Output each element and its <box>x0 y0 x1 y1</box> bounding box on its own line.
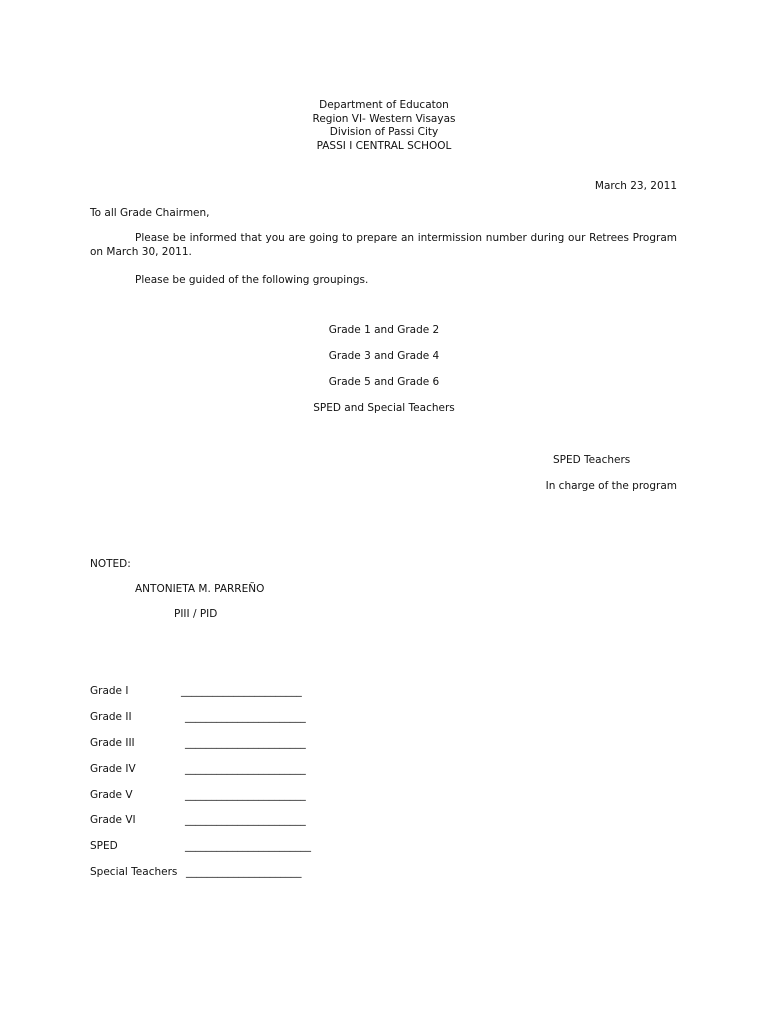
signature-name: SPED Teachers <box>553 454 631 466</box>
noted-name: ANTONIETA M. PARREÑO <box>135 583 265 595</box>
signature-line: ________________________ <box>185 840 311 853</box>
memo-date: March 23, 2011 <box>594 180 677 192</box>
roster-label: SPED <box>90 840 118 853</box>
grouping-item: SPED and Special Teachers <box>313 402 455 414</box>
groupings-list <box>234 323 534 427</box>
grouping-item: Grade 5 and Grade 6 <box>328 376 440 388</box>
roster-label: Grade V <box>90 788 133 801</box>
signature-line: _______________________ <box>181 685 302 697</box>
roster-label: Grade IV <box>90 762 136 775</box>
noted-label: NOTED: <box>90 558 131 570</box>
roster-label: Grade VI <box>90 814 136 827</box>
noted-title: PIII / PID <box>174 608 218 620</box>
letterhead-division: Division of Passi City <box>329 126 439 138</box>
roster-label: Grade III <box>90 736 135 749</box>
letterhead-school: PASSI I CENTRAL SCHOOL <box>316 139 452 152</box>
roster-label: Grade II <box>90 710 132 723</box>
body-paragraph-1: Please be informed that you are going to prepare an intermission number during our Retrees Program on March 30, 2011. <box>90 232 677 258</box>
signature-line: _______________________ <box>185 814 306 827</box>
roster-label: Grade I <box>90 685 129 697</box>
grouping-item: Grade 1 and Grade 2 <box>328 324 440 336</box>
letterhead <box>234 99 534 153</box>
salutation: To all Grade Chairmen, <box>90 207 210 219</box>
signature-role: In charge of the program <box>545 480 677 492</box>
letterhead-region: Region VI- Western Visayas <box>312 112 456 125</box>
signature-line: _______________________ <box>185 762 306 775</box>
grouping-item: Grade 3 and Grade 4 <box>328 350 440 362</box>
roster-label: Special Teachers <box>90 866 178 879</box>
signature-line: _______________________ <box>185 736 306 749</box>
signature-line: ______________________ <box>186 866 302 879</box>
signature-line: _______________________ <box>185 788 306 801</box>
letterhead-department: Department of Educaton <box>319 99 449 111</box>
signature-line: _______________________ <box>185 710 306 723</box>
body-paragraph-2: Please be guided of the following groupings. <box>135 274 369 286</box>
